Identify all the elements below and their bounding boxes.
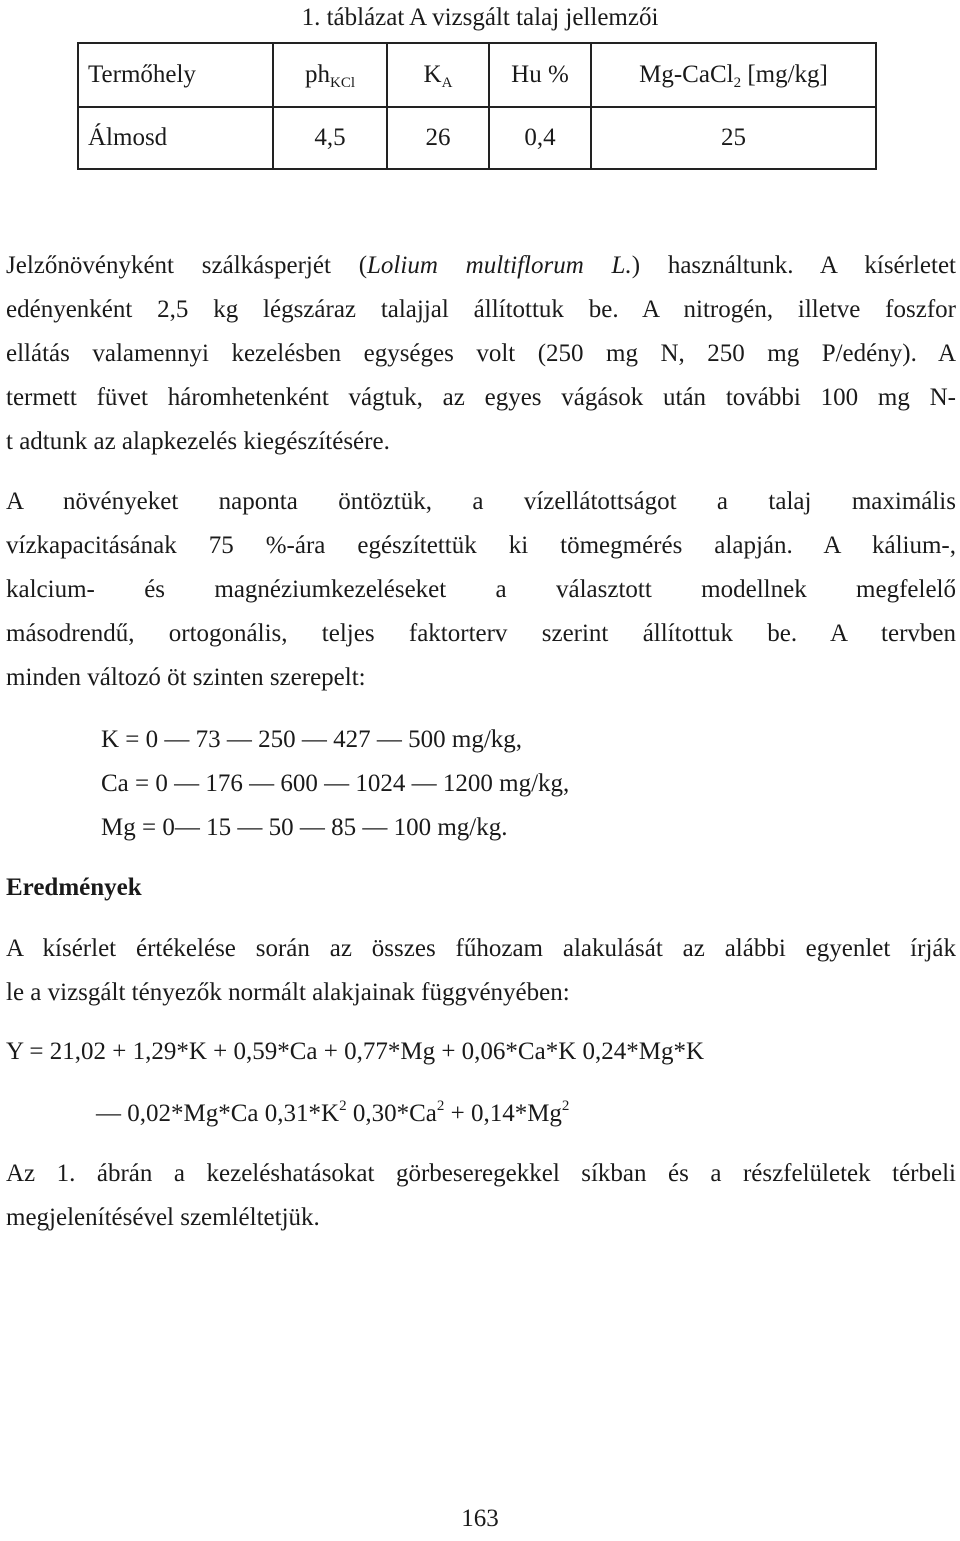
paragraph-figure-ref [6,1152,956,1240]
equation-exponent-1: 2 [339,1098,347,1114]
table-header-row [78,43,876,107]
equation-exponent-2: 2 [436,1098,445,1114]
header-mg-main: Mg-CaCl [639,61,734,88]
equation-part-a: — 0,02*Mg*Ca 0,31*K [96,1100,340,1127]
soil-properties-table [77,42,877,170]
equation-exponent-3: 2 [561,1098,570,1114]
cell-ka: 26 [387,107,489,169]
paragraph-plant-line-3: ellátás valamennyi kezelésben egységes volt (250 mg N, 250 mg P/edény). A [6,340,956,367]
page-number: 163 [461,1505,499,1532]
header-mg-unit: [mg/kg] [741,61,828,88]
paragraph-irrigation-line-4: másodrendű, ortogonális, teljes faktorterv szerint állítottuk be. A tervben [6,620,956,647]
para1-line1-end: ) használtunk. A kísérletet [631,252,956,279]
treatment-levels [101,718,569,850]
header-ph-main: ph [304,61,330,88]
header-mg [591,43,876,107]
paragraph-evaluation-line-2: le a vizsgált tényezők normált alakjainak függvényében: [6,979,570,1006]
cell-site: Álmosd [78,107,273,169]
paragraph-irrigation-line-2: vízkapacitásának 75 %-ára egészítettük ki tömegmérés alapján. A kálium-, [6,532,956,559]
treatment-mg: Mg = 0— 15 — 50 — 85 — 100 mg/kg. [101,814,508,841]
header-ka [387,43,489,107]
treatment-ca: Ca = 0 — 176 — 600 — 1024 — 1200 mg/kg, [101,770,570,797]
paragraph-irrigation-line-3: kalcium- és magnéziumkezeléseket a választott modellnek megfelelő [6,576,956,603]
paragraph-irrigation-line-1: A növényeket naponta öntöztük, a vízellátottságot a talaj maximális [6,488,956,515]
equation-line-1: Y = 21,02 + 1,29*K + 0,59*Ca + 0,77*Mg + 0,06*Ca*K 0,24*Mg*K [6,1038,705,1065]
paragraph-irrigation-line-5: minden változó öt szinten szerepelt: [6,664,366,691]
equation-line-2 [96,1092,569,1136]
paragraph-evaluation [6,927,956,1015]
equation-part-b: 0,30*Ca [346,1100,437,1127]
paragraph-evaluation-line-1: A kísérlet értékelése során az összes fűhozam alakulását az alábbi egyenlet írják [6,935,956,962]
paragraph-plant-line-2: edényenként 2,5 kg légszáraz talajjal állítottuk be. A nitrogén, illetve foszfor [6,296,956,323]
cell-ph: 4,5 [273,107,387,169]
header-site: Termőhely [78,43,273,107]
table-caption: 1. táblázat A vizsgált talaj jellemzői [301,4,659,31]
header-mg-sub: 2 [733,75,742,91]
paragraph-figure-ref-line-2: megjelenítésével szemléltetjük. [6,1204,320,1231]
paragraph-plant [6,244,956,464]
paragraph-plant-line-5: t adtunk az alapkezelés kiegészítésére. [6,428,390,455]
paragraph-plant-line-4: termett füvet háromhetenként vágtuk, az egyes vágások után további 100 mg N- [6,384,956,411]
table-row [78,107,876,169]
cell-mg: 25 [591,107,876,169]
paragraph-figure-ref-line-1: Az 1. ábrán a kezeléshatásokat görbeseregekkel síkban és a részfelületek térbeli [6,1160,956,1187]
header-ph [273,43,387,107]
equation-part-c: + 0,14*Mg [444,1100,562,1127]
cell-hu: 0,4 [489,107,591,169]
species-name: Lolium multiflorum L. [367,252,632,279]
paragraph-irrigation [6,480,956,700]
header-ph-sub: KCl [329,75,355,91]
paragraph-plant-line-1 [6,244,956,288]
header-ka-main: K [423,61,442,88]
para1-line1-start: Jelzőnövényként szálkásperjét ( [6,252,368,279]
header-ka-sub: A [441,75,453,91]
header-hu: Hu % [489,43,591,107]
section-heading: Eredmények [6,874,142,901]
treatment-k: K = 0 — 73 — 250 — 427 — 500 mg/kg, [101,726,523,753]
